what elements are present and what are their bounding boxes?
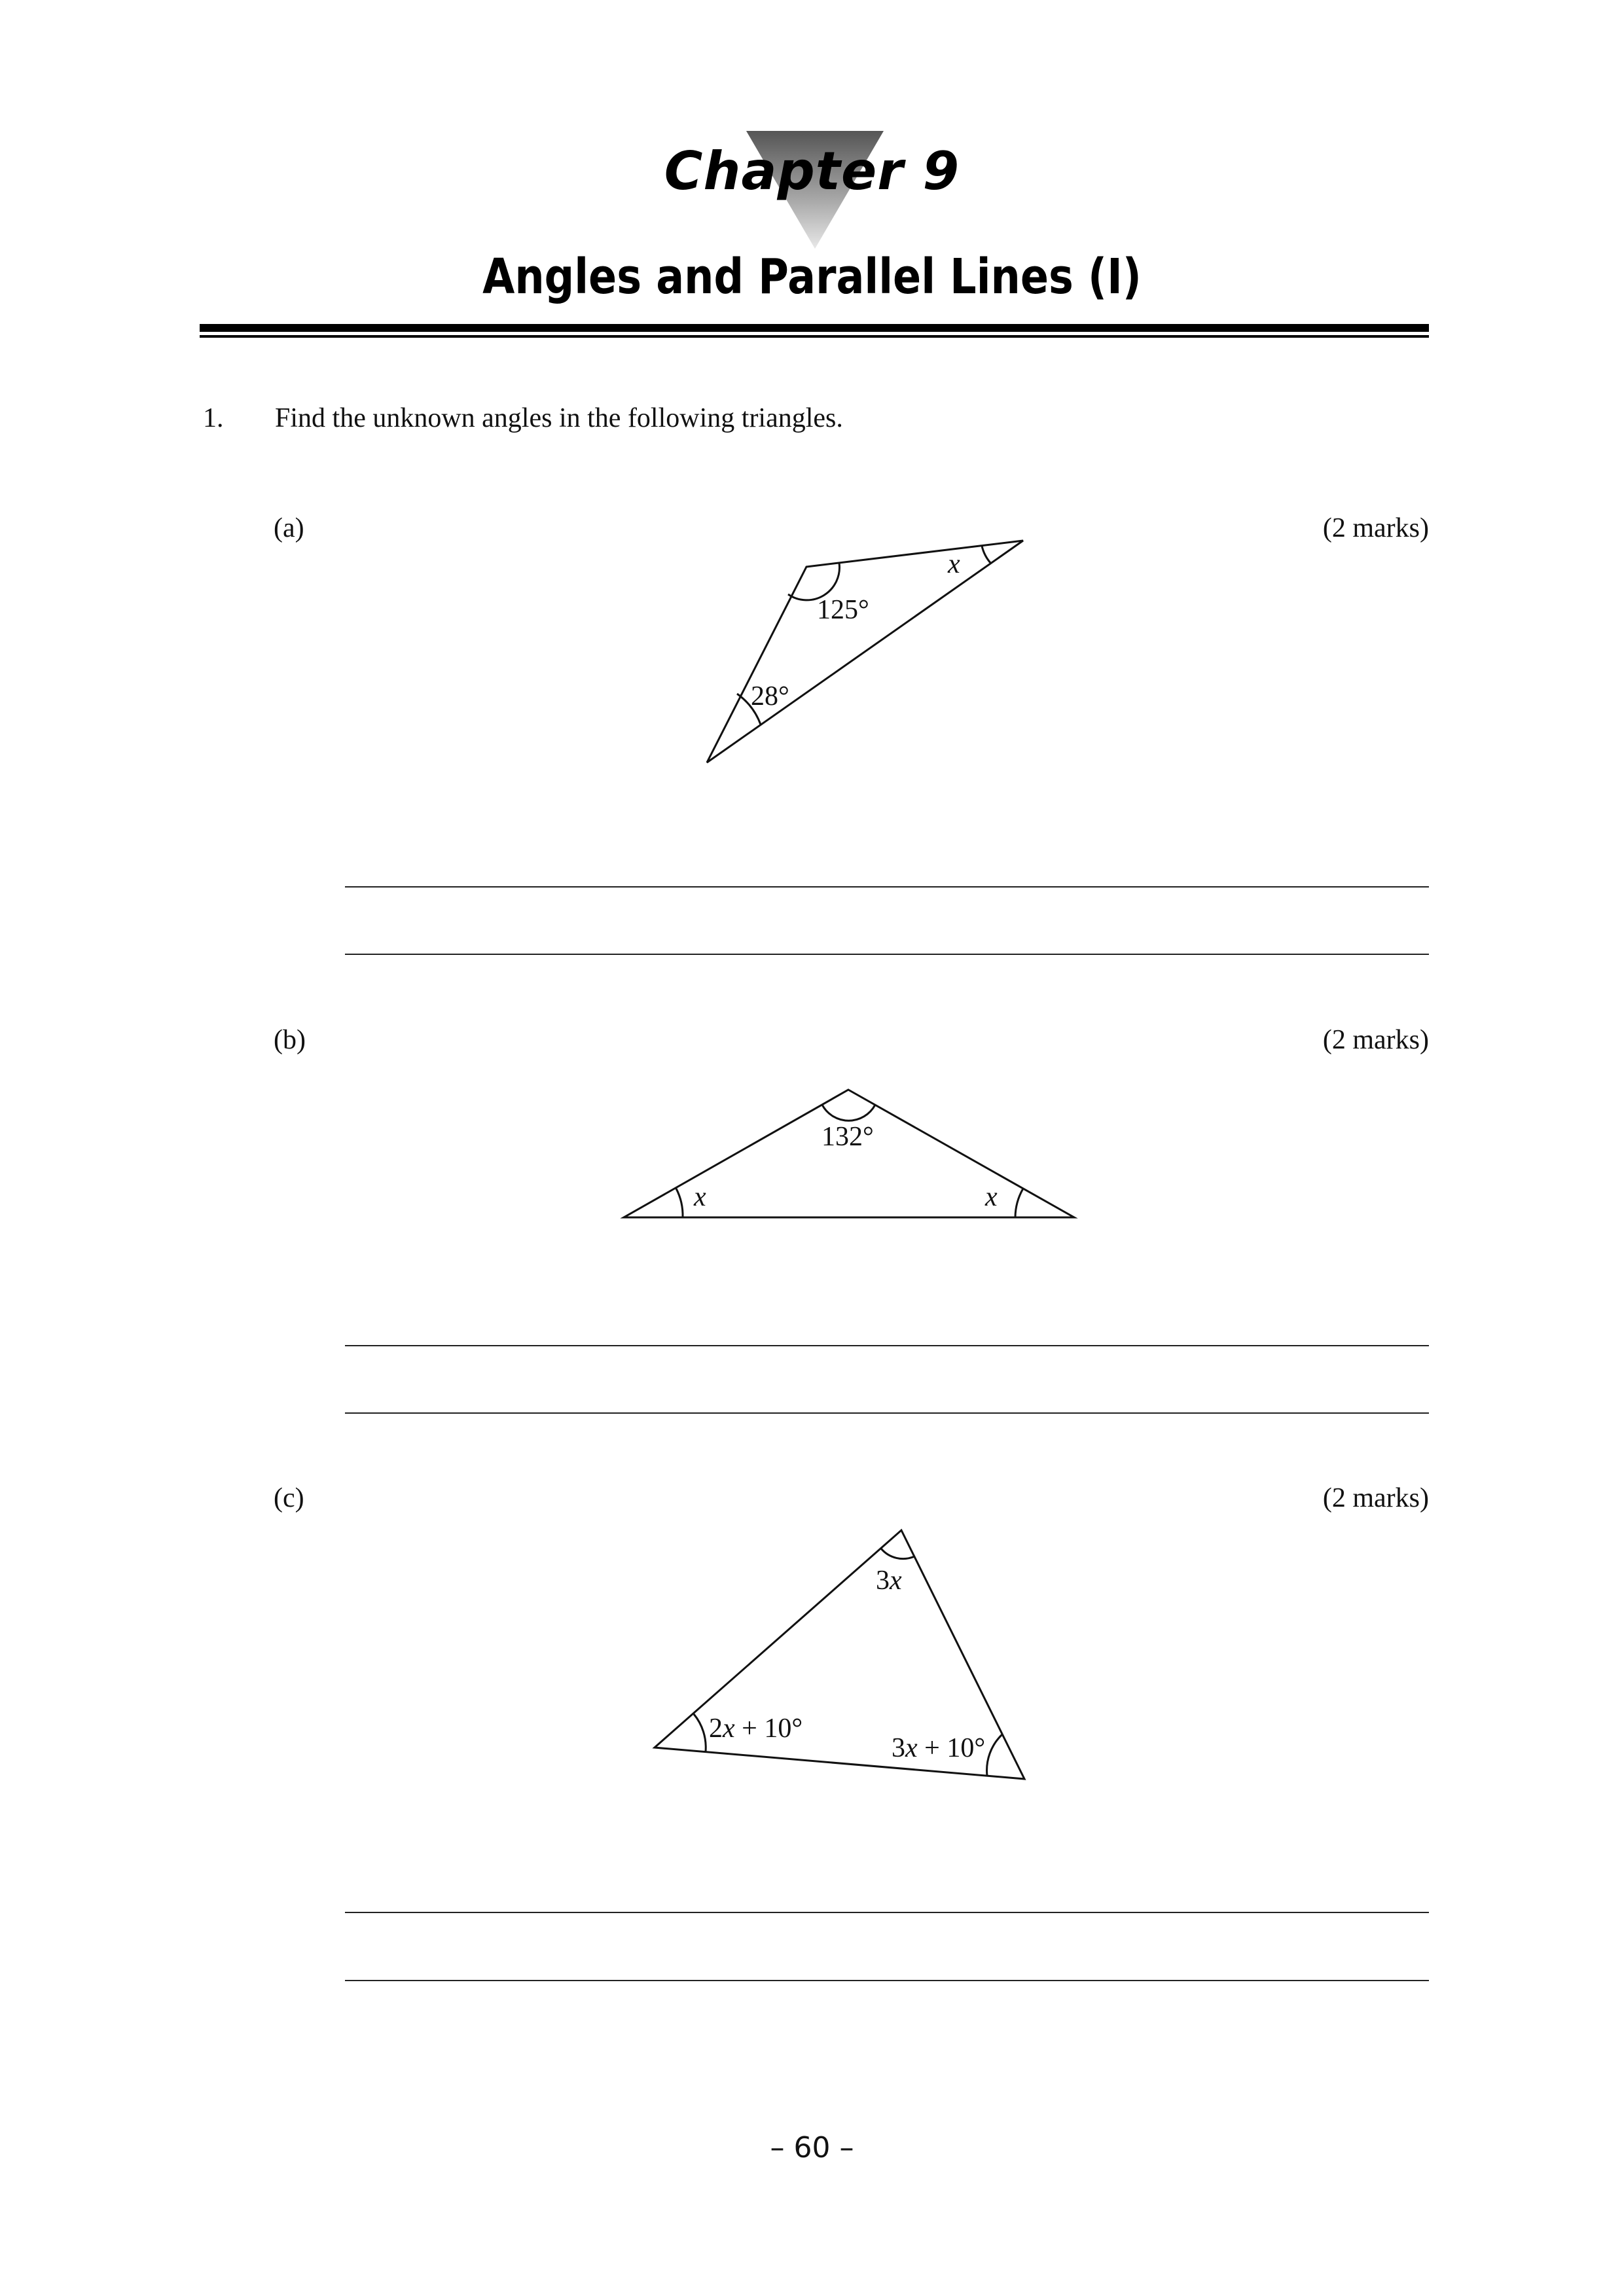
triangle-a-angle-28: 28° [751, 681, 789, 711]
page-number: – 60 – [770, 2131, 854, 2164]
answer-line[interactable] [345, 1980, 1429, 1981]
part-b-label: (b) [274, 1025, 306, 1055]
answer-line[interactable] [345, 886, 1429, 888]
triangle-a-angle-125: 125° [817, 595, 869, 625]
part-b-marks: (2 marks) [1322, 1025, 1429, 1055]
triangle-b-angle-x-left: x [694, 1182, 706, 1212]
heading-rule-thick [200, 324, 1429, 332]
chapter-title: Chapter 9 [664, 141, 960, 202]
part-a-label: (a) [274, 513, 304, 543]
heading-rule-thin [200, 335, 1429, 338]
answer-line[interactable] [345, 1912, 1429, 1913]
triangle-c-angle-2x-plus-10: 2x + 10° [709, 1713, 803, 1744]
triangle-c-angle-3x: 3x [876, 1566, 902, 1596]
triangle-b-angle-132: 132° [821, 1122, 874, 1152]
answer-line[interactable] [345, 954, 1429, 955]
triangle-c-angle-3x-plus-10: 3x + 10° [892, 1733, 986, 1763]
part-c-label: (c) [274, 1483, 304, 1513]
question-number: 1. [203, 403, 224, 433]
part-a-marks: (2 marks) [1322, 513, 1429, 543]
triangle-b-angle-x-right: x [985, 1182, 998, 1212]
triangle-a-angle-x: x [948, 549, 960, 579]
page-heading: Angles and Parallel Lines (I) [482, 249, 1142, 305]
question-text: Find the unknown angles in the following triangles. [275, 403, 843, 433]
part-c-marks: (2 marks) [1322, 1483, 1429, 1513]
answer-line[interactable] [345, 1412, 1429, 1414]
answer-line[interactable] [345, 1345, 1429, 1346]
